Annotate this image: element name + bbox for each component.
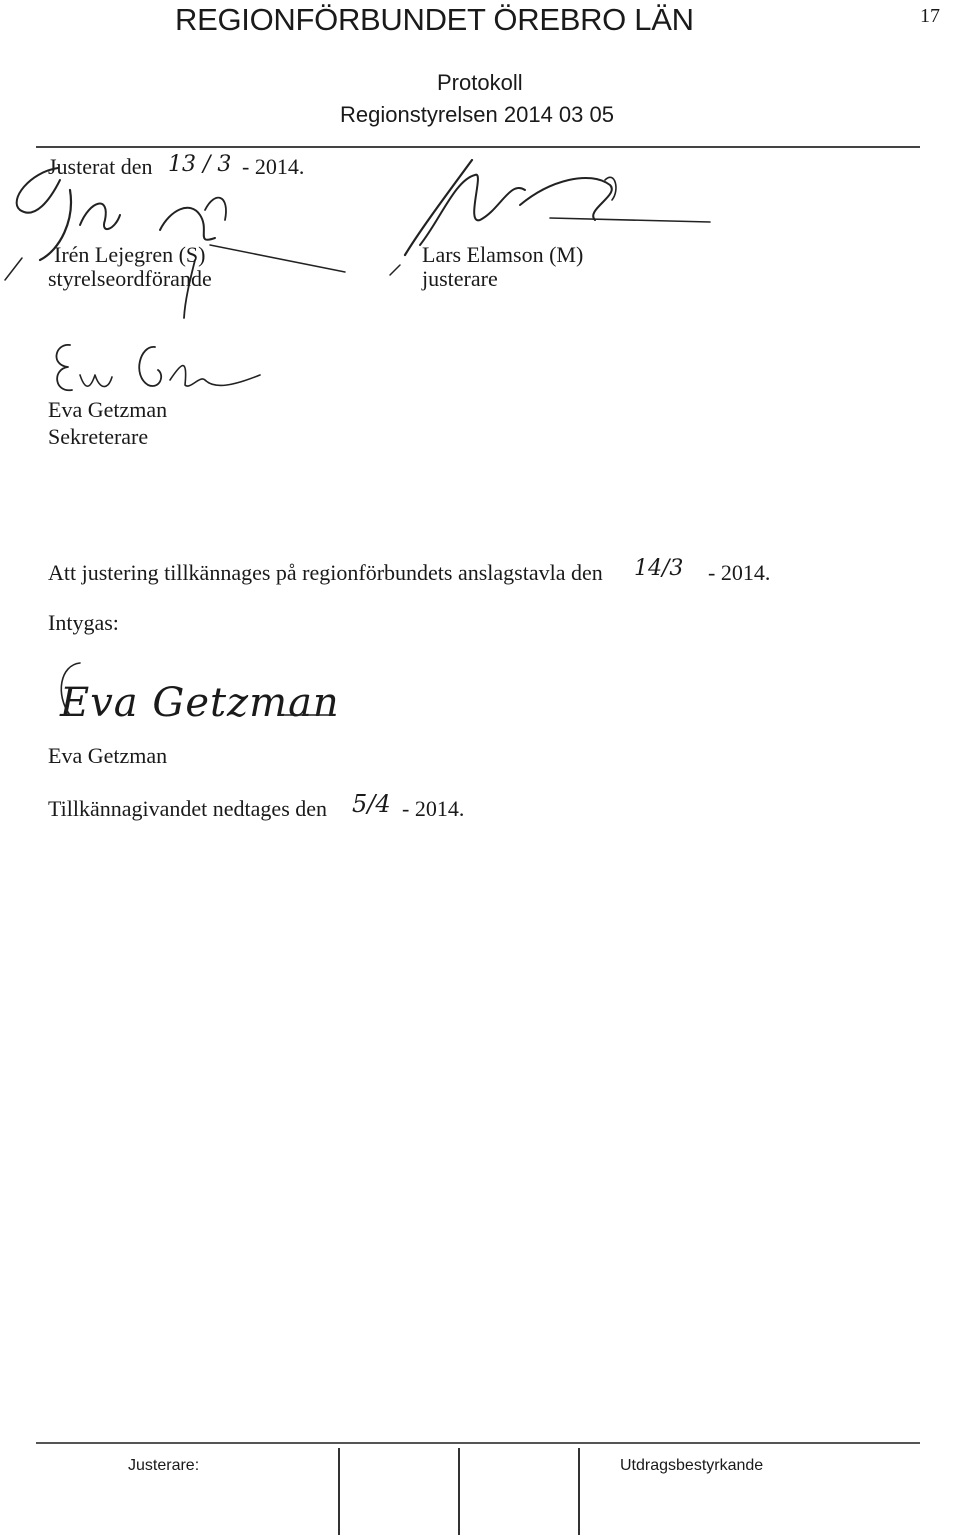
announcement-handwritten-date: 14/3 (634, 556, 684, 581)
header-rule (36, 146, 920, 148)
footer-rule (36, 1442, 920, 1444)
footer-divider (578, 1448, 580, 1535)
signatory-2-role: justerare (422, 266, 498, 291)
footer-divider (458, 1448, 460, 1535)
signatory-1-name: Irén Lejegren (S) (54, 242, 206, 267)
document-type: Protokoll (437, 70, 523, 95)
announcement-text: Att justering tillkännages på regionförbundets anslagstavla den (48, 560, 603, 585)
removal-handwritten-date: 5/4 (352, 790, 391, 818)
certification-name: Eva Getzman (48, 743, 168, 768)
signatory-1-role: styrelseordförande (48, 266, 212, 291)
adjusted-label: Justerat den (48, 154, 153, 179)
signatory-2-name: Lars Elamson (M) (422, 242, 584, 267)
adjusted-year: - 2014. (242, 154, 305, 179)
certification-signature: Eva Getzman (60, 680, 340, 726)
removal-year: - 2014. (402, 796, 465, 821)
announcement-year: - 2014. (708, 560, 771, 585)
adjusted-handwritten-date: 13 / 3 (168, 152, 232, 177)
page-number: 17 (920, 5, 940, 27)
certification-signature-underline (50, 655, 340, 725)
secretary-role: Sekreterare (48, 424, 149, 449)
secretary-name: Eva Getzman (48, 397, 168, 422)
removal-text: Tillkännagivandet nedtages den (48, 796, 328, 821)
certification-label: Intygas: (48, 610, 119, 635)
signature-getzman-secretary (40, 335, 280, 405)
footer-adjusters-label: Justerare: (128, 1457, 200, 1474)
footer-divider (338, 1448, 340, 1535)
meeting-line: Regionstyrelsen 2014 03 05 (340, 102, 614, 127)
footer-extract-certification-label: Utdragsbestyrkande (620, 1457, 764, 1474)
organization-title: REGIONFÖRBUNDET ÖREBRO LÄN (175, 2, 694, 37)
